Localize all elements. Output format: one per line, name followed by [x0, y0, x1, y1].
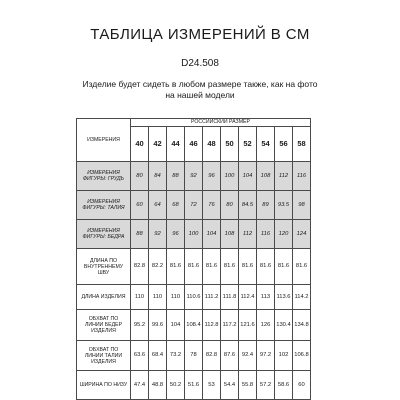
table-cell: 112.8	[203, 310, 221, 341]
fit-note: Изделие будет сидеть в любом размере также, как на фото на нашей модели	[82, 79, 318, 100]
table-cell: 72	[185, 191, 203, 220]
table-cell: 102	[275, 341, 293, 371]
page-title: ТАБЛИЦА ИЗМЕРЕНИЙ В СМ	[90, 26, 310, 43]
table-cell: 134.8	[293, 310, 311, 341]
table-cell: 89	[257, 191, 275, 220]
table-cell: 110	[167, 285, 185, 310]
table-cell: 64	[149, 191, 167, 220]
table-row	[77, 249, 311, 285]
size-header: 52	[239, 127, 257, 162]
table-row	[77, 371, 311, 400]
table-cell: 110	[131, 285, 149, 310]
size-table	[76, 118, 311, 400]
table-cell: 57.2	[257, 371, 275, 400]
table-cell: 113	[257, 285, 275, 310]
table-cell: 112	[239, 220, 257, 249]
size-header: 54	[257, 127, 275, 162]
table-cell: 82.8	[203, 341, 221, 371]
table-cell: 92	[185, 162, 203, 191]
table-cell: 111.2	[203, 285, 221, 310]
table-cell: 80	[131, 162, 149, 191]
table-cell: 120	[275, 220, 293, 249]
table-cell: 96	[203, 162, 221, 191]
row-label: ДЛИНА ПО ВНУТРЕННЕМУ ШВУ	[77, 249, 131, 285]
table-cell: 92	[149, 220, 167, 249]
table-cell: 88	[131, 220, 149, 249]
table-cell: 54.4	[221, 371, 239, 400]
table-cell: 81.6	[203, 249, 221, 285]
table-cell: 63.6	[131, 341, 149, 371]
table-cell: 124	[293, 220, 311, 249]
table-cell: 104	[239, 162, 257, 191]
size-header: 40	[131, 127, 149, 162]
table-cell: 87.6	[221, 341, 239, 371]
table-cell: 81.6	[293, 249, 311, 285]
row-label: ИЗМЕРЕНИЯ ФИГУРЫ: ГРУДЬ	[77, 162, 131, 191]
table-cell: 106.8	[293, 341, 311, 371]
table-cell: 55.8	[239, 371, 257, 400]
size-header: 50	[221, 127, 239, 162]
table-row	[77, 220, 311, 249]
table-cell: 93.5	[275, 191, 293, 220]
table-cell: 97.2	[257, 341, 275, 371]
table-cell: 108	[257, 162, 275, 191]
table-cell: 116	[257, 220, 275, 249]
size-header: 58	[293, 127, 311, 162]
size-header: 56	[275, 127, 293, 162]
size-header: 46	[185, 127, 203, 162]
table-cell: 53	[203, 371, 221, 400]
table-cell: 73.2	[167, 341, 185, 371]
table-cell: 108	[221, 220, 239, 249]
row-label: ИЗМЕРЕНИЯ ФИГУРЫ: БЕДРА	[77, 220, 131, 249]
table-cell: 82.2	[149, 249, 167, 285]
row-label: ДЛИНА ИЗДЕЛИЯ	[77, 285, 131, 310]
size-group-label: РОССИЙСКИЙ РАЗМЕР	[131, 119, 311, 127]
table-row	[77, 162, 311, 191]
row-label: ИЗМЕРЕНИЯ ФИГУРЫ: ТАЛИЯ	[77, 191, 131, 220]
table-cell: 84	[149, 162, 167, 191]
table-cell: 96	[167, 220, 185, 249]
product-code: D24.508	[181, 58, 219, 69]
table-cell: 76	[203, 191, 221, 220]
table-cell: 51.6	[185, 371, 203, 400]
table-cell: 110.6	[185, 285, 203, 310]
table-cell: 81.6	[167, 249, 185, 285]
table-cell: 112.4	[239, 285, 257, 310]
table-cell: 48.8	[149, 371, 167, 400]
table-cell: 111.8	[221, 285, 239, 310]
size-header: 44	[167, 127, 185, 162]
table-cell: 108.4	[185, 310, 203, 341]
table-cell: 130.4	[275, 310, 293, 341]
table-cell: 104	[203, 220, 221, 249]
table-cell: 116	[293, 162, 311, 191]
table-cell: 100	[185, 220, 203, 249]
table-row	[77, 310, 311, 341]
table-cell: 126	[257, 310, 275, 341]
size-group-row	[77, 119, 311, 127]
table-cell: 104	[167, 310, 185, 341]
row-label: ШИРИНА ПО НИЗУ	[77, 371, 131, 400]
table-cell: 68	[167, 191, 185, 220]
table-cell: 58.6	[275, 371, 293, 400]
table-cell: 81.6	[221, 249, 239, 285]
table-cell: 98	[293, 191, 311, 220]
table-cell: 60	[293, 371, 311, 400]
table-cell: 81.6	[185, 249, 203, 285]
table-cell: 121.6	[239, 310, 257, 341]
table-cell: 95.2	[131, 310, 149, 341]
size-header: 42	[149, 127, 167, 162]
table-cell: 81.6	[239, 249, 257, 285]
table-row	[77, 341, 311, 371]
table-cell: 117.2	[221, 310, 239, 341]
table-cell: 82.8	[131, 249, 149, 285]
row-label: ОБХВАТ ПО ЛИНИИ ТАЛИИ ИЗДЕЛИЯ	[77, 341, 131, 371]
table-cell: 100	[221, 162, 239, 191]
table-cell: 78	[185, 341, 203, 371]
table-cell: 114.2	[293, 285, 311, 310]
size-header: 48	[203, 127, 221, 162]
row-label: ОБХВАТ ПО ЛИНИИ БЕДЕР ИЗДЕЛИЯ	[77, 310, 131, 341]
table-row	[77, 191, 311, 220]
table-cell: 47.4	[131, 371, 149, 400]
table-cell: 88	[167, 162, 185, 191]
table-cell: 99.6	[149, 310, 167, 341]
table-cell: 80	[221, 191, 239, 220]
table-cell: 60	[131, 191, 149, 220]
table-cell: 81.6	[275, 249, 293, 285]
table-cell: 110	[149, 285, 167, 310]
table-cell: 84.5	[239, 191, 257, 220]
table-cell: 81.6	[257, 249, 275, 285]
table-cell: 50.2	[167, 371, 185, 400]
table-cell: 92.4	[239, 341, 257, 371]
table-cell: 68.4	[149, 341, 167, 371]
corner-label: ИЗМЕРЕНИЯ	[77, 119, 131, 162]
table-cell: 112	[275, 162, 293, 191]
table-row	[77, 285, 311, 310]
table-cell: 113.6	[275, 285, 293, 310]
